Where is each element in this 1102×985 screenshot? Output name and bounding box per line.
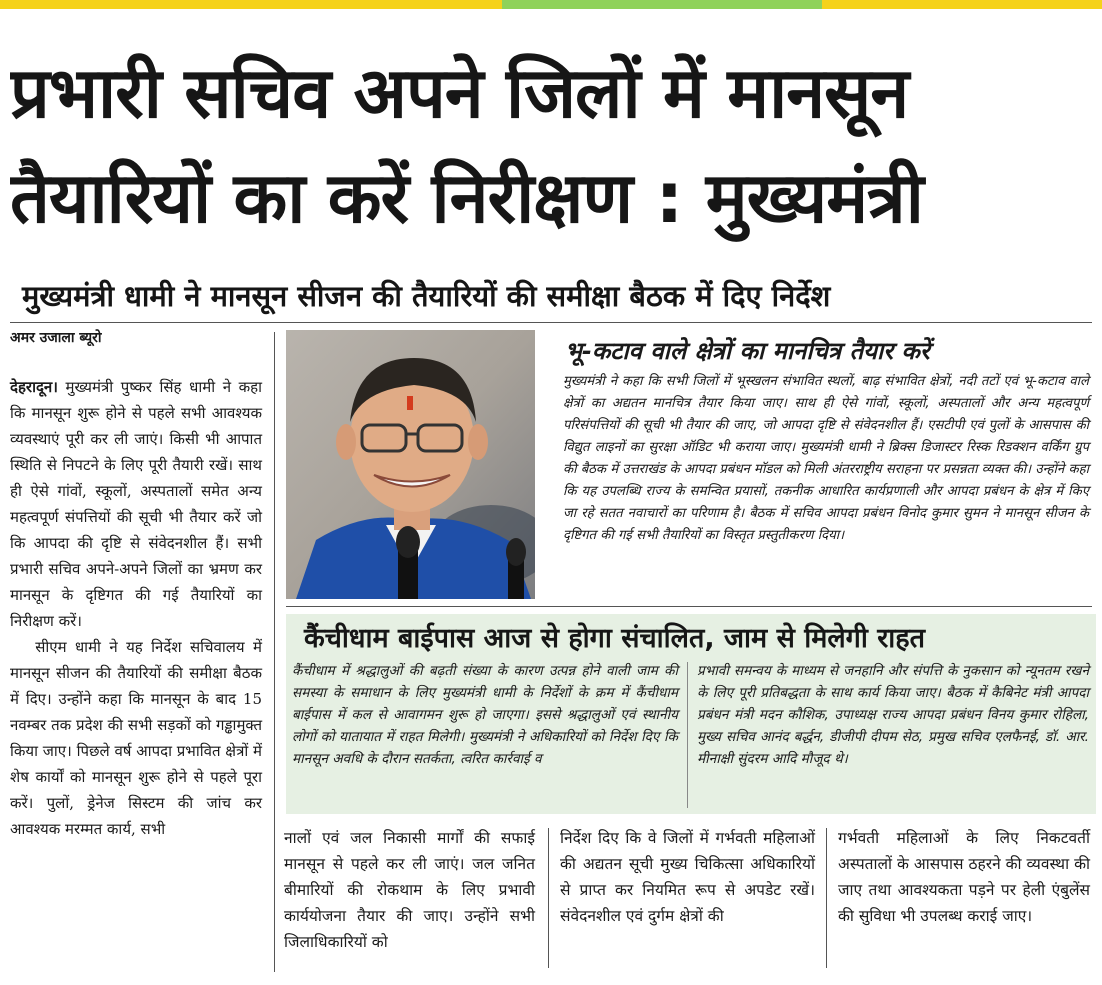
left-column-para-1: मुख्यमंत्री पुष्कर सिंह धामी ने कहा कि मानसून शुरू होने से पहले सभी आवश्यक व्यवस्थाएं पूरी कर ली जाएं। किसी भी आपात स्थिति से निपटने के लिए पूरी तैयारी रखें। साथ ही ऐसे गांवों, स्कूलों, अस्पतालों समेत अन्य महत्वपूर्ण संपत्तियों की सूची भी तैयार करें जो कि आपदा की दृष्टि से संवेदनशील हैं। सभी प्रभारी सचिव अपने-अपने जिलों का भ्रमण कर मानसून के दृष्टिगत की गई तैयारियों का निरीक्षण करें। — [10, 378, 262, 630]
color-strip-yellow — [0, 0, 502, 9]
side-story-heading: भू-कटाव वाले क्षेत्रों का मानचित्र तैयार करें — [565, 337, 930, 365]
lower-column-3: गर्भवती महिलाओं के लिए निकटवर्ती अस्पतालों के आसपास ठहरने की व्यवस्था की जाए तथा आवश्यकता पड़ने पर हेली एंबुलेंस की सुविधा भी उपलब्ध कराई जाए। — [838, 829, 1090, 925]
color-strip — [0, 0, 1102, 9]
color-strip-yellow-right — [822, 0, 1102, 9]
lower-divider-2 — [826, 828, 827, 968]
box-column-divider — [687, 662, 688, 808]
headline-line-1: प्रभारी सचिव अपने जिलों में मानसून — [10, 52, 909, 134]
dateline: देहरादून। — [10, 378, 58, 396]
box-story-column-1: कैंचीधाम में श्रद्धालुओं की बढ़ती संख्या के कारण उत्पन्न होने वाली जाम की समस्या के समाधान के लिए मुख्यमंत्री धामी के निर्देशों के क्रम में कैंचीधाम बाईपास में कल से आवागमन शुरू हो जाएगा। इससे श्रद्धालुओं एवं स्थानीय लोगों को यातायात में राहत मिलेगी। मुख्यमंत्री ने अधिकारियों को निर्देश दिए कि मानसून अवधि के दौरान सतर्कता, त्वरित कार्रवाई व — [292, 663, 678, 767]
chief-minister-photo — [286, 330, 535, 599]
lower-column-2: निर्देश दिए कि वे जिलों में गर्भवती महिलाओं की अद्यतन सूची मुख्य चिकित्सा अधिकारियों से प्राप्त कर नियमित रूप से अपडेट रखें। संवेदनशील एवं दुर्गम क्षेत्रों की — [560, 829, 815, 925]
left-column-para-2: सीएम धामी ने यह निर्देश सचिवालय में मानसून सीजन की तैयारियों की समीक्षा बैठक में दिए। उन्होंने कहा कि मानसून के बाद 15 नवम्बर तक प्रदेश की सभी सड़कों को गड्ढामुक्त किया जाए। पिछले वर्ष आपदा प्रभावित क्षेत्रों में शेष कार्यों को मानसून शुरू होने से पहले पूरा करें। पुलों, ड्रेनेज सिस्टम की जांच कर आवश्यक मरम्मत कार्य, सभी — [10, 638, 262, 838]
box-story-column-2: प्रभावी समन्वय के माध्यम से जनहानि और संपत्ति के नुकसान को न्यूनतम रखने के लिए पूरी प्रतिबद्धता के साथ कार्य किया जाए। बैठक में कैबिनेट मंत्री आपदा प्रबंधन मंत्री मदन कौशिक, उपाध्यक्ष राज्य आपदा प्रबंधन विनय कुमार रोहिला, मुख्य सचिव आनंद बर्द्धन, डीजीपी दीपम सेठ, प्रमुख सचिव एलफैनई, डॉ. आर. मीनाक्षी सुंदरम आदि मौजूद थे। — [697, 663, 1089, 767]
side-story-body: मुख्यमंत्री ने कहा कि सभी जिलों में भूस्खलन संभावित स्थलों, बाढ़ संभावित क्षेत्रों, नदी तटों एवं भू-कटाव वाले क्षेत्रों का अद्यतन मानचित्र तैयार किया जाए। साथ ही ऐसे गांवों, स्कूलों, अस्पतालों और अन्य महत्वपूर्ण परिसंपत्तियों की सूची भी तैयार की जाए, जो आपदा दृष्टि से संवेदनशील हैं। एसटीपी एवं पुलों के आसपास की विद्युत लाइनों का सुरक्षा ऑडिट भी कराया जाए। मुख्यमंत्री धामी ने ब्रिक्स डिजास्टर रिस्क रिडक्शन वर्किंग ग्रुप की बैठक में उत्तराखंड के आपदा प्रबंधन मॉडल को मिली अंतरराष्ट्रीय सराहना पर प्रसन्नता व्यक्त की। उन्होंने कहा कि यह उपलब्धि राज्य के समन्वित प्रयासों, तकनीक आधारित कार्यप्रणाली और आपदा प्रबंधन के क्षेत्र में किए जा रहे सतत नवाचारों का परिणाम है। बैठक में सचिव आपदा प्रबंधन विनोद कुमार सुमन ने मानसून सीजन के दृष्टिगत की गई सभी तैयारियों का विस्तृत प्रस्तुतीकरण दिया। — [563, 374, 1089, 543]
box-story-heading: कैंचीधाम बाईपास आज से होगा संचालित, जाम से मिलेगी राहत — [304, 623, 926, 654]
box-top-divider — [286, 606, 1092, 607]
lower-divider-1 — [548, 828, 549, 968]
column-divider-left — [274, 332, 275, 972]
subheadline: मुख्यमंत्री धामी ने मानसून सीजन की तैयारियों की समीक्षा बैठक में दिए निर्देश — [22, 279, 831, 313]
left-column-text — [10, 374, 262, 842]
byline: अमर उजाला ब्यूरो — [10, 330, 102, 346]
subheadline-divider — [10, 322, 1092, 323]
headline-line-2: तैयारियों का करें निरीक्षण : मुख्यमंत्री — [10, 157, 923, 239]
lower-column-1: नालों एवं जल निकासी मार्गों की सफाई मानसून से पहले कर ली जाएं। जल जनित बीमारियों की रोकथाम के लिए प्रभावी कार्ययोजना तैयार की जाए। उन्होंने सभी जिलाधिकारियों को — [284, 829, 535, 951]
color-strip-green — [502, 0, 822, 9]
